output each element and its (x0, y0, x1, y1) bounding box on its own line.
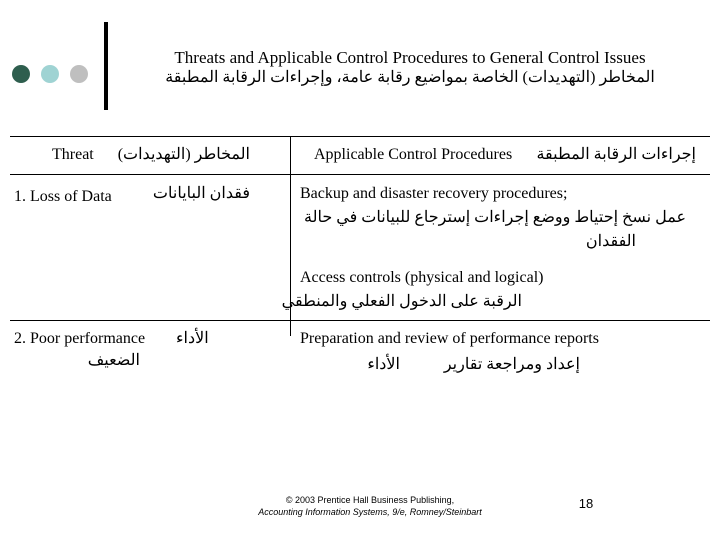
header-procedures-ar: إجراءات الرقابة المطبقة (536, 146, 696, 163)
header-threat-ar: المخاطر (التهديدات) (117, 146, 250, 163)
header-procedures-en: Applicable Control Procedures (314, 146, 513, 163)
page-number: 18 (578, 496, 594, 511)
row1-procedure1-ar-line2: الفقدان (585, 233, 636, 250)
table-row-border (10, 320, 710, 321)
decorative-dot-gray (70, 65, 88, 83)
slide-title-english: Threats and Applicable Control Procedures to General Control Issues (174, 48, 646, 67)
header-threat-en: Threat (52, 146, 94, 163)
row1-procedure2-en: Access controls (physical and logical) (300, 269, 544, 286)
decorative-dot-teal (41, 65, 59, 83)
row2-procedure-ar-1: الأداء (367, 356, 400, 373)
copyright-line-2: Accounting Information Systems, 9/e, Romney/Steinbart (258, 507, 482, 517)
row1-procedure1-en: Backup and disaster recovery procedures; (300, 185, 568, 202)
row1-threat-en: 1. Loss of Data (14, 188, 112, 205)
table-top-border (10, 136, 710, 137)
row1-threat-ar: فقدان البايانات (152, 185, 250, 202)
copyright-footer (220, 494, 520, 518)
table-header-border (10, 174, 710, 175)
decorative-dot-dark (12, 65, 30, 83)
slide-title-arabic: المخاطر (التهديدات) الخاصة بمواضيع رقابة عامة، وإجراءات الرقابة المطبقة (165, 69, 655, 86)
row2-threat-ar-1: الأداء (176, 330, 209, 347)
row2-procedure-ar-2: إعداد ومراجعة تقارير (443, 356, 580, 373)
row2-procedure-en: Preparation and review of performance reports (300, 330, 599, 347)
title-divider-bar (104, 22, 108, 110)
row2-threat-ar-2: الضعيف (87, 352, 140, 369)
copyright-line-1: © 2003 Prentice Hall Business Publishing, (285, 495, 455, 505)
row1-procedure2-ar: الرقبة على الدخول الفعلي والمنطقي (281, 293, 522, 310)
row2-threat-en: 2. Poor performance (14, 330, 146, 347)
row1-procedure1-ar-line1: عمل نسخ إحتياط ووضع إجراءات إسترجاع للبيانات في حالة (304, 209, 686, 226)
